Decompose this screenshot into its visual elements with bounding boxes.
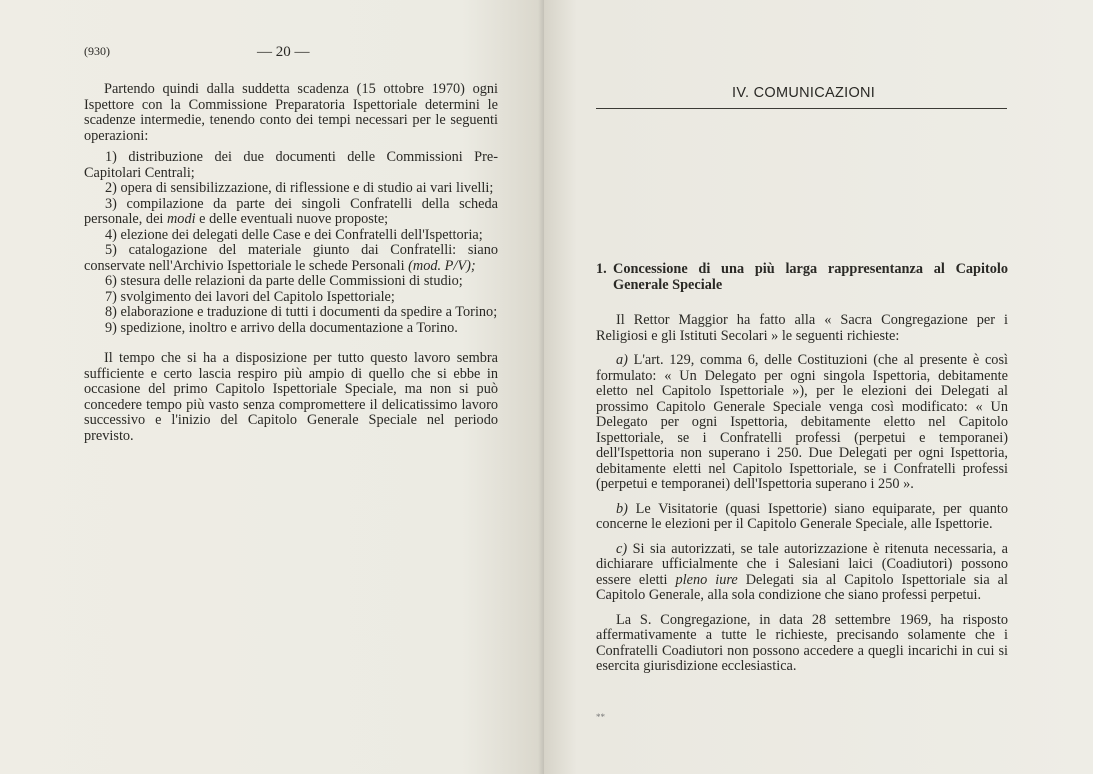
left-page bbox=[0, 0, 544, 774]
page-number: — 20 — bbox=[257, 44, 310, 60]
list-item: 9) spedizione, inoltro e arrivo della documentazione a Torino. bbox=[105, 319, 458, 336]
list-item: 5) catalogazione del materiale giunto dai Confratelli: siano conservate nell'Archivio Ispettoriale le schede Personali (mod. P/V); bbox=[84, 242, 499, 274]
heading-number: 1. bbox=[596, 261, 607, 277]
list-item: 8) elaborazione e traduzione di tutti i documenti da spedire a Torino; bbox=[105, 304, 498, 320]
list-item: 6) stesura delle relazioni da parte delle Commissioni di studio; bbox=[105, 273, 463, 289]
list-item: 2) opera di sensibilizzazione, di riflessione e di studio ai vari livelli; bbox=[105, 180, 494, 196]
list-item: 7) svolgimento dei lavori del Capitolo Ispettoriale; bbox=[105, 288, 395, 305]
request-intro-paragraph: Il Rettor Maggior ha fatto alla « Sacra Congregazione per i Religiosi e gli Istituti Secolari » le seguenti richieste: bbox=[596, 312, 1008, 344]
operations-list bbox=[84, 150, 498, 336]
request-a-paragraph: a) L'art. 129, comma 6, delle Costituzioni (che al presente è così formulato: « Un Delegato per ogni singola Ispettoria, debitamente eletto nel Capitolo Ispettoriale »), per le elezioni dei Delegati al prossimo Capitolo Generale Speciale venga così modificato: « Un Delegato per ogni Ispettoria, debitamente eletto nel Capitolo Ispettoriale, se i Confratelli professi (perpetui e temporanei) dell'Ispettoria non superano i 250. Due Delegati per ogni Ispettoria, debitamente eletti nel Capitolo Ispettoriale, se i Confratelli professi (perpetui e temporanei) dell'Ispettoria superano i 250 ». bbox=[596, 352, 1008, 492]
request-b-paragraph: b) Le Visitatorie (quasi Ispettorie) siano equiparate, per quanto concerne le elezioni per il Capitolo Generale Speciale, alle Ispettorie. bbox=[596, 500, 1008, 532]
list-item: 1) distribuzione dei due documenti delle Commissioni Pre-Capitolari Centrali; bbox=[84, 149, 499, 181]
closing-paragraph: Il tempo che si ha a disposizione per tutto questo lavoro sembra sufficiente e certo lascia respiro più ampio di quello che si ebbe in occasione del primo Capitolo Ispettoriale Speciale, ma non si può concedere tempo più vasto senza compromettere il delicatissimo lavoro successivo e l'inizio del Capitolo Generale Speciale nel periodo previsto. bbox=[84, 350, 498, 444]
left-body bbox=[84, 82, 498, 444]
footer-mark: ** bbox=[596, 712, 605, 722]
list-item: 3) compilazione da parte dei singoli Confratelli della scheda personale, dei modi e delle eventuali nuove proposte; bbox=[84, 195, 498, 227]
response-paragraph: La S. Congregazione, in data 28 settembre 1969, ha risposto affermativamente a tutte le richieste, precisando solamente che i Confratelli Coadiutori non possono accedere a quegli incarichi in cui si esercita giurisdizione ecclesiastica. bbox=[596, 611, 1008, 674]
heading-text: Concessione di una più larga rappresentanza al Capitolo Generale Speciale bbox=[613, 261, 1008, 293]
intro-paragraph: Partendo quindi dalla suddetta scadenza (15 ottobre 1970) ogni Ispettore con la Commissione Preparatoria Ispettoriale determini le scadenze intermedie, tenendo conto dei tempi necessari per le seguenti operazioni: bbox=[84, 81, 498, 144]
list-item: 4) elezione dei delegati delle Case e dei Confratelli dell'Ispettoria; bbox=[105, 226, 483, 243]
section-heading bbox=[596, 261, 1008, 293]
title-divider bbox=[596, 108, 1007, 109]
section-title: IV. COMUNICAZIONI bbox=[732, 85, 876, 101]
page-header-number: (930) bbox=[84, 44, 110, 58]
request-c-paragraph: c) Si sia autorizzati, se tale autorizzazione è ritenuta necessaria, a dichiarare ufficialmente che i Salesiani laici (Coadiutori) possono essere eletti pleno iure Delegati sia al Capitolo Ispettoriale sia al Capitolo Generale, alla sola condizione che siano professi perpetui. bbox=[596, 540, 1009, 603]
right-body bbox=[596, 261, 1008, 684]
